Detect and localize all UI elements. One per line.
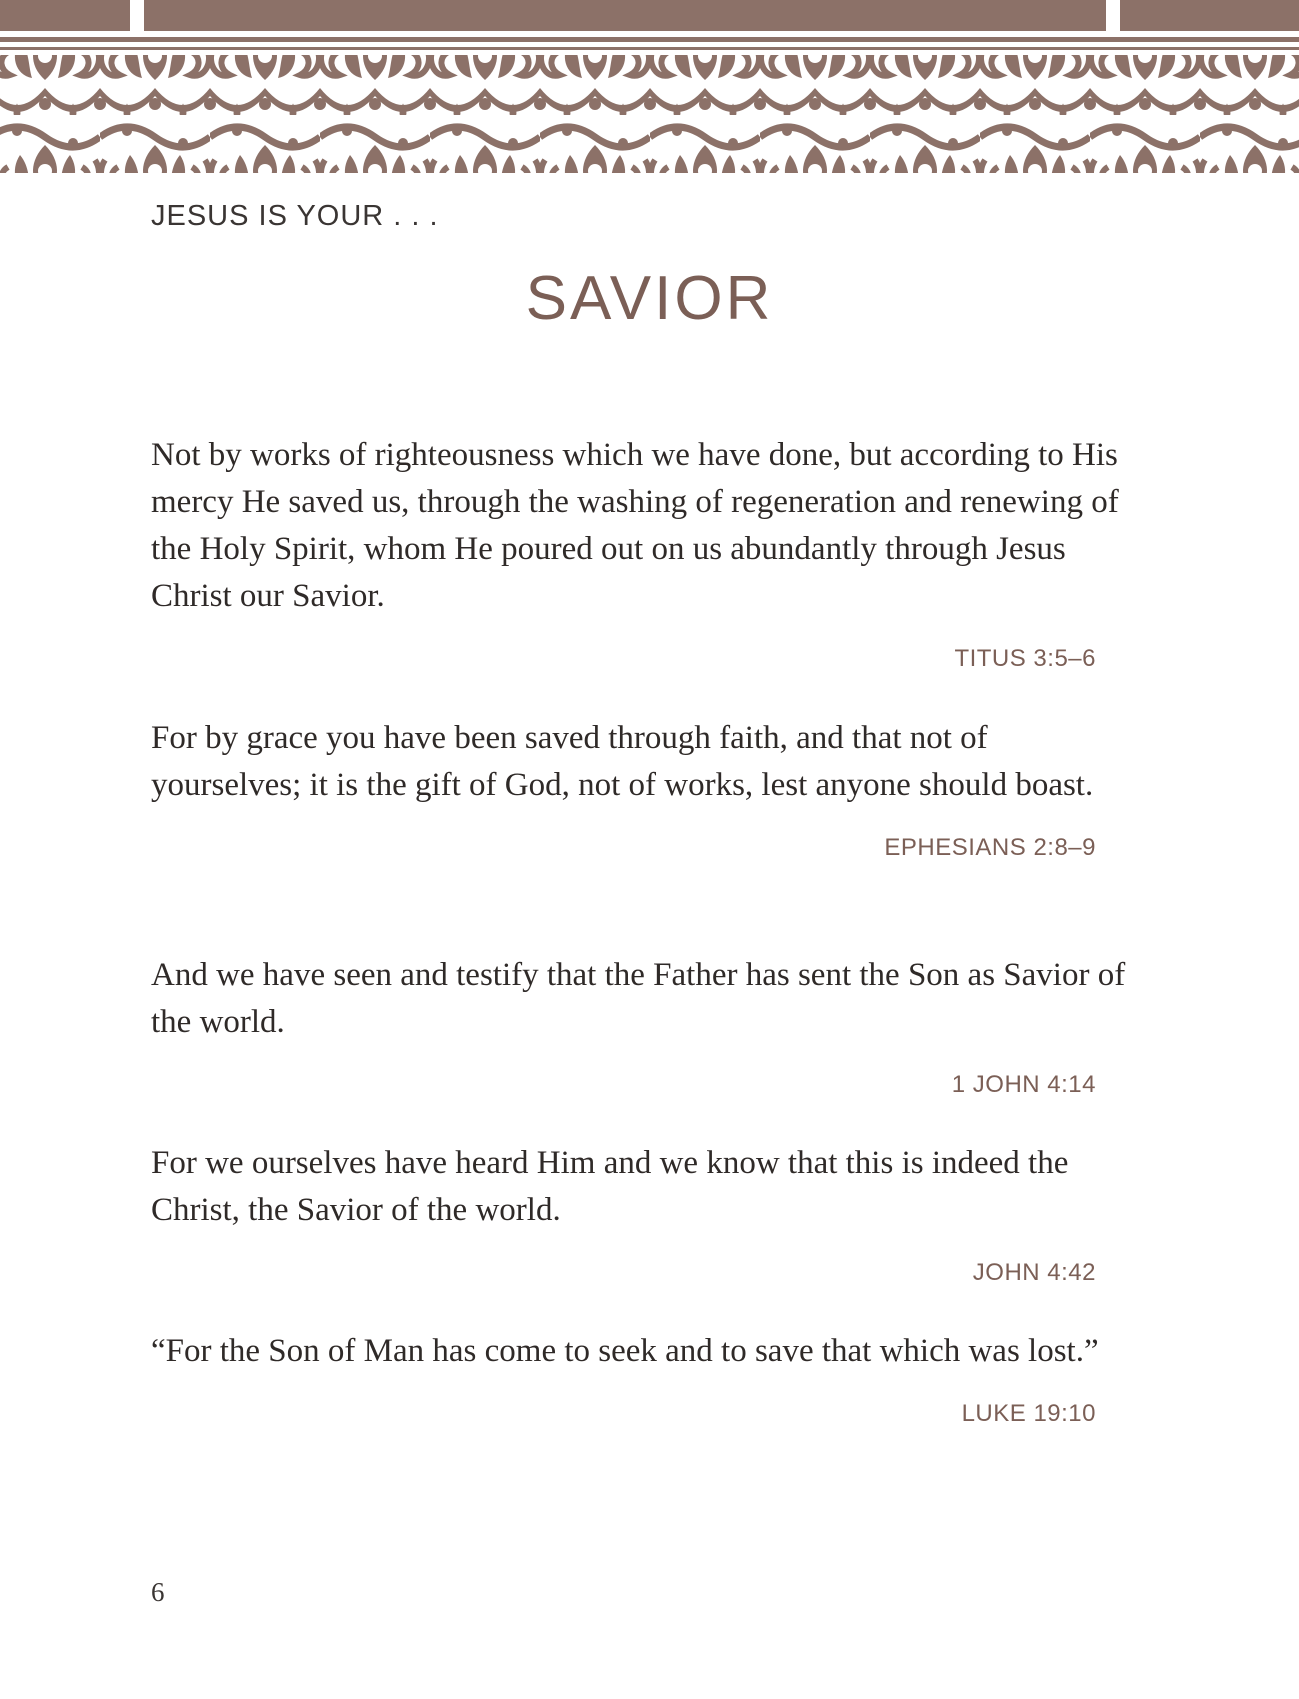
page-kicker: JESUS IS YOUR . . . xyxy=(151,200,439,232)
page-number: 6 xyxy=(151,1577,165,1607)
lace-border-icon xyxy=(0,0,1299,175)
verse-reference: EPHESIANS 2:8–9 xyxy=(884,834,1096,861)
verse-text: “For the Son of Man has come to seek and to save that which was lost.” xyxy=(151,1333,1099,1369)
verse-block xyxy=(151,432,1136,674)
verse-reference: 1 JOHN 4:14 xyxy=(951,1071,1096,1098)
verse-reference: JOHN 4:42 xyxy=(972,1259,1096,1286)
verse-block xyxy=(151,1328,1136,1429)
verse-block xyxy=(151,715,1136,863)
verse-text: Not by works of righteousness which we have done, but according to His mercy He saved us, through the washing of regeneration and renewing of the Holy Spirit, whom He poured out on us abundantly through Jesus Christ our Savior. xyxy=(151,437,1119,614)
verse-text: For we ourselves have heard Him and we know that this is indeed the Christ, the Savior of the world. xyxy=(151,1145,1069,1228)
verse-text: And we have seen and testify that the Father has sent the Son as Savior of the world. xyxy=(151,957,1126,1040)
page-title: SAVIOR xyxy=(525,264,774,333)
verse-block xyxy=(151,1140,1136,1288)
verse-reference: LUKE 19:10 xyxy=(961,1400,1096,1427)
verse-text: For by grace you have been saved through faith, and that not of yourselves; it is the gift of God, not of works, lest anyone should boast. xyxy=(151,720,1094,803)
verse-block xyxy=(151,952,1136,1100)
verse-reference: TITUS 3:5–6 xyxy=(954,645,1096,672)
